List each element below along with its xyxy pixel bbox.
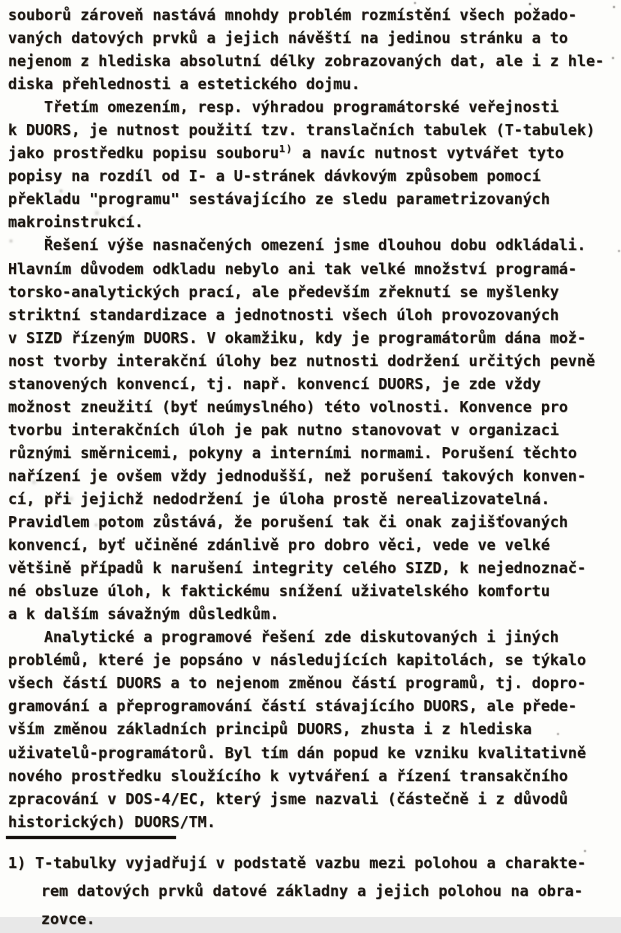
text-run: stanovených konvencí, tj. např. konvencí DUORS, je zde vždy bbox=[8, 374, 541, 393]
text-run: jako prostředku popisu souboru bbox=[8, 144, 279, 163]
text-run: tvorbu interakčních úloh je pak nutno stanovovat v organizaci bbox=[8, 420, 559, 439]
text-run: rem datových prvků datové základny a jejich polohou na obra- bbox=[41, 882, 583, 900]
text-line bbox=[8, 534, 621, 557]
text-run: makroinstrukcí. bbox=[8, 213, 144, 232]
text-line bbox=[8, 96, 621, 119]
text-line bbox=[8, 281, 621, 304]
text-run: zovce. bbox=[41, 910, 96, 928]
footnote-reference-marker: 1) bbox=[278, 144, 293, 156]
text-line bbox=[8, 465, 621, 488]
text-line bbox=[8, 511, 621, 534]
text-line bbox=[8, 442, 621, 465]
text-line bbox=[8, 603, 621, 626]
text-line bbox=[8, 849, 621, 877]
text-run: vším změnou základních principů DUORS, zhusta i z hlediska bbox=[8, 720, 532, 739]
text-line bbox=[8, 327, 621, 350]
text-run: cí, při jejichž nedodržení je úloha prostě nerealizovatelná. bbox=[8, 489, 550, 508]
text-line bbox=[8, 877, 621, 905]
text-line bbox=[8, 488, 621, 511]
text-run: v SIZD řízeným DUORS. V okamžiku, kdy je programátorům dána mož- bbox=[8, 328, 586, 347]
text-run: vaných datových prvků a jejich návěští na jedinou stránku a to bbox=[8, 29, 568, 48]
text-run: striktní standardizace a jednotnosti všech úloh provozovaných bbox=[8, 305, 559, 324]
text-line bbox=[8, 211, 621, 234]
text-run: né obsluze úloh, k faktickému snížení uživatelského komfortu bbox=[8, 582, 550, 601]
text-run: gramování a přeprogramování částí stávajícího DUORS, ale přede- bbox=[8, 697, 577, 716]
text-run: Analytické a programové řešení zde diskutovaných i jiných bbox=[44, 628, 559, 647]
text-line bbox=[8, 373, 621, 396]
scan-noise bbox=[0, 0, 2, 2]
text-line bbox=[8, 396, 621, 419]
text-line bbox=[8, 188, 621, 211]
text-line bbox=[8, 119, 621, 142]
text-run: překladu "programu" sestávajícího ze sledu parametrizovaných bbox=[8, 190, 550, 209]
text-line bbox=[8, 718, 621, 741]
text-line bbox=[8, 557, 621, 580]
text-run: popisy na rozdíl od I- a U-stránek dávkovým způsobem pomocí bbox=[8, 167, 541, 186]
text-run: Hlavním důvodem odkladu nebylo ani tak velké množství programá- bbox=[8, 259, 577, 278]
text-line bbox=[8, 695, 621, 718]
text-run: nařízení je ovšem vždy jednodušší, než porušení takových konven- bbox=[8, 466, 586, 485]
text-line bbox=[8, 626, 621, 649]
text-line bbox=[8, 258, 621, 281]
text-line bbox=[8, 27, 621, 50]
text-line bbox=[8, 649, 621, 672]
text-run: nejenom z hlediska absolutní délky zobrazovaných dat, ale i z hle- bbox=[8, 52, 605, 71]
text-line bbox=[8, 165, 621, 188]
text-run: možnost zneužití (byť neúmyslného) této volnosti. Konvence pro bbox=[8, 397, 568, 416]
text-run: problémů, které je popsáno v následujících kapitolách, se týkalo bbox=[8, 651, 586, 670]
text-line bbox=[8, 350, 621, 373]
text-line bbox=[8, 234, 621, 257]
text-line bbox=[8, 742, 621, 765]
text-run: souborů zároveň nastává mnohdy problém rozmístění všech požado- bbox=[8, 6, 577, 24]
text-line bbox=[8, 811, 621, 834]
text-run: zpracování v DOS-4/EC, který jsme nazvali (částečně i z důvodů bbox=[8, 789, 568, 808]
footnote-separator bbox=[6, 836, 176, 839]
text-run: diska přehlednosti a estetického dojmu. bbox=[8, 75, 361, 94]
text-run: nového prostředku sloužícího k vytváření a řízení transakčního bbox=[8, 766, 568, 785]
text-run: uživatelů-programátorů. Byl tím dán popud ke vzniku kvalitativně bbox=[8, 743, 586, 762]
text-line bbox=[8, 73, 621, 96]
text-line bbox=[8, 419, 621, 442]
text-line bbox=[8, 905, 621, 933]
text-run: torsko-analytických prací, ale především zřeknutí se myšlenky bbox=[8, 282, 559, 301]
text-line bbox=[8, 304, 621, 327]
text-run: všech částí DUORS a to nejenom změnou částí programů, tj. dopro- bbox=[8, 674, 586, 693]
text-run: a k dalším sávažným důsledkům. bbox=[8, 605, 279, 624]
text-run: 1) T-tabulky vyjadřují v podstatě vazbu mezi polohou a charakte- bbox=[8, 854, 586, 872]
text-run: konvencí, byť učiněné zdánlivě pro dobro věci, vede ve velké bbox=[8, 536, 550, 555]
text-line bbox=[8, 672, 621, 695]
text-run: Třetím omezením, resp. výhradou programátorské veřejnosti bbox=[44, 98, 559, 117]
text-line bbox=[8, 4, 621, 27]
footnote bbox=[8, 849, 621, 933]
text-run: k DUORS, je nutnost použití tzv. translačních tabulek (T-tabulek) bbox=[8, 121, 595, 140]
text-line bbox=[8, 765, 621, 788]
text-run: různými směrnicemi, pokyny a interními normami. Porušení těchto bbox=[8, 443, 577, 462]
text-run: Pravidlem potom zůstává, že porušení tak či onak zajišťovaných bbox=[8, 513, 568, 532]
text-run: Řešení výše nasnačených omezení jsme dlouhou dobu odkládali. bbox=[44, 236, 586, 255]
text-run: historických) DUORS/TM. bbox=[8, 812, 216, 831]
text-run: nost tvorby interakční úlohy bez nutnosti dodržení určitých pevně bbox=[8, 351, 595, 370]
text-line bbox=[8, 580, 621, 603]
text-line bbox=[8, 50, 621, 73]
text-line bbox=[8, 788, 621, 811]
text-run: většině případů k narušení integrity celého SIZD, k nejednoznač- bbox=[8, 559, 586, 578]
text-run: a navíc nutnost vytvářet tyto bbox=[292, 144, 564, 163]
text-line bbox=[8, 142, 621, 165]
body-text bbox=[8, 4, 621, 834]
